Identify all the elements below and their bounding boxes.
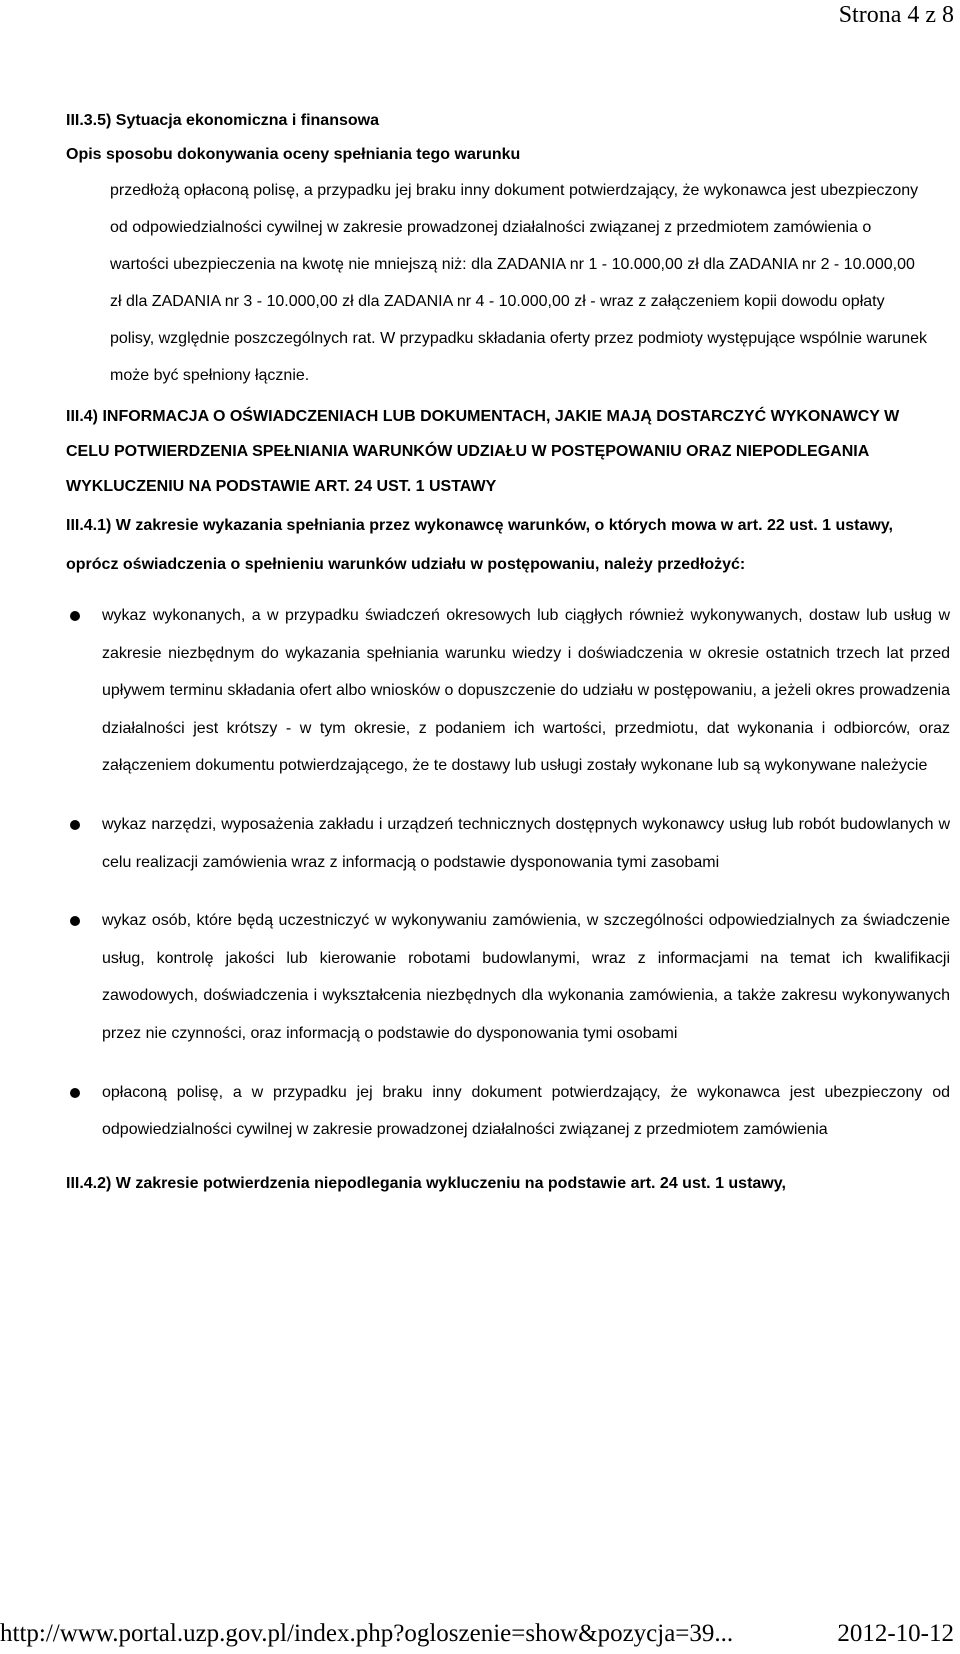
- bullet-icon: [70, 611, 80, 621]
- section-iii35-subheading: Opis sposobu dokonywania oceny spełniania tego warunku: [66, 146, 521, 163]
- bullet-icon: [70, 916, 80, 926]
- bullet-icon: [70, 820, 80, 830]
- list-item: [66, 902, 950, 1052]
- section-iii42-heading: III.4.2) W zakresie potwierdzenia niepodlegania wykluczeniu na podstawie art. 24 ust. 1 ustawy,: [66, 1174, 786, 1192]
- page-number: Strona 4 z 8: [838, 2, 954, 28]
- list-item-text: wykaz wykonanych, a w przypadku świadczeń okresowych lub ciągłych również wykonywanych, dostaw lub usług w zakresie niezbędnym do wykazania spełniania warunku wiedzy i doświadczenia w okresie ostatnich trzech lat przed upływem terminu składania ofert albo wniosków o dopuszczenie do udziału w postępowaniu, a jeżeli okres prowadzenia działalności jest krótszy - w tym okresie, z podaniem ich wartości, przedmiotu, dat wykonania i odbiorców, oraz załączeniem dokumentu potwierdzającego, że te dostawy lub usługi zostały wykonane lub są wykonywane należycie: [102, 607, 950, 775]
- bullet-icon: [70, 1088, 80, 1098]
- section-iii4-heading: III.4) INFORMACJA O OŚWIADCZENIACH LUB DOKUMENTACH, JAKIE MAJĄ DOSTARCZYĆ WYKONAWCY W CELU POTWIERDZENIA SPEŁNIANIA WARUNKÓW UDZIAŁU W POSTĘPOWANIU ORAZ NIEPODLEGANIA WYKLUCZENIU NA PODSTAWIE ART. 24 UST. 1 USTAWY: [66, 408, 900, 495]
- section-iii35-heading: III.3.5) Sytuacja ekonomiczna i finansowa: [66, 112, 379, 129]
- section-iii41-heading: III.4.1) W zakresie wykazania spełniania przez wykonawcę warunków, o których mowa w art. 22 ust. 1 ustawy, oprócz oświadczenia o spełnieniu warunków udziału w postępowaniu, należy przedłożyć:: [66, 517, 893, 573]
- footer-url: http://www.portal.uzp.gov.pl/index.php?ogloszenie=show&pozycja=39...: [0, 1620, 734, 1647]
- list-item-text: wykaz osób, które będą uczestniczyć w wykonywaniu zamówienia, w szczególności odpowiedzialnych za świadczenie usług, kontrolę jakości lub kierowanie robotami budowlanymi, wraz z informacjami na temat ich kwalifikacji zawodowych, doświadczenia i wykształcenia niezbędnych dla wykonania zamówienia, a także zakresu wykonywanych przez nie czynności, oraz informacją o podstawie do dysponowania tymi osobami: [102, 912, 950, 1042]
- list-item: [66, 806, 950, 881]
- list-item: [66, 1074, 950, 1149]
- document-body: [66, 104, 950, 1202]
- footer-date: 2012-10-12: [837, 1620, 954, 1647]
- list-item: [66, 597, 950, 785]
- list-item-text: opłaconą polisę, a w przypadku jej braku inny dokument potwierdzający, że wykonawca jest ubezpieczony od odpowiedzialności cywilnej w zakresie prowadzonej działalności związanej z przedmiotem zamówienia: [102, 1083, 950, 1139]
- list-item-text: wykaz narzędzi, wyposażenia zakładu i urządzeń technicznych dostępnych wykonawcy usług lub robót budowlanych w celu realizacji zamówienia wraz z informacją o podstawie dysponowania tymi zasobami: [102, 815, 950, 871]
- page-footer: [0, 1620, 960, 1654]
- required-documents-list: [66, 597, 950, 1149]
- section-iii35-description: przedłożą opłaconą polisę, a przypadku jej braku inny dokument potwierdzający, że wykonawca jest ubezpieczony od odpowiedzialności cywilnej w zakresie prowadzonej działalności związanej z przedmiotem zamówienia o wartości ubezpieczenia na kwotę nie mniejszą niż: dla ZADANIA nr 1 - 10.000,00 zł dla ZADANIA nr 2 - 10.000,00 zł dla ZADANIA nr 3 - 10.000,00 zł dla ZADANIA nr 4 - 10.000,00 zł - wraz z załączeniem kopii dowodu opłaty polisy, względnie poszczególnych rat. W przypadku składania oferty przez podmioty występujące wspólnie warunek może być spełniony łącznie.: [110, 182, 927, 384]
